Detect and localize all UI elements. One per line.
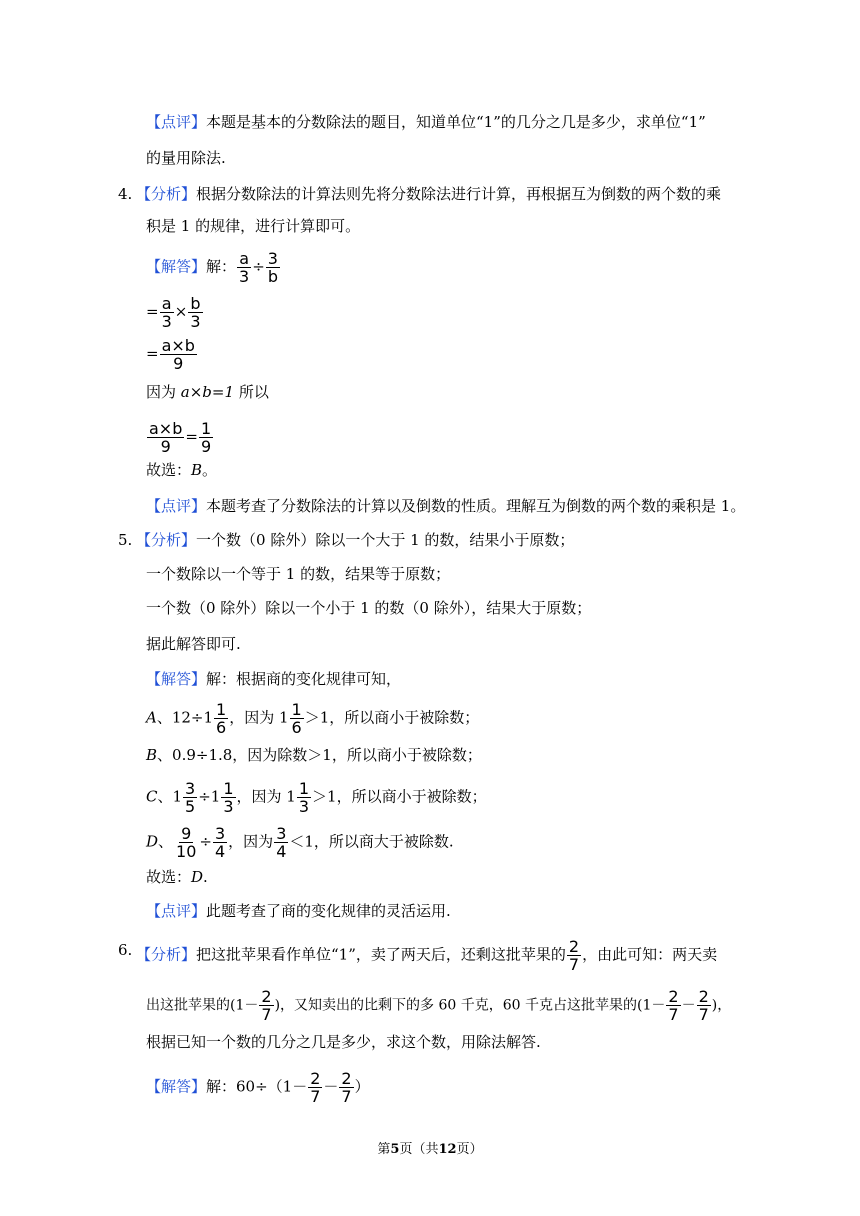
q4-comment: 【点评】本题考查了分数除法的计算以及倒数的性质。理解互为倒数的两个数的乘积是 1。 bbox=[146, 497, 746, 515]
comment-paragraph: 【点评】本题是基本的分数除法的题目，知道单位“1”的几分之几是多少，求单位“1” bbox=[146, 113, 706, 131]
fraction: $\frac{9}{10}$ bbox=[176, 824, 197, 861]
q4-analysis: 【分析】根据分数除法的计算法则先将分数除法进行计算，再根据互为倒数的两个数的乘 bbox=[136, 185, 722, 203]
question-number-5: 5. bbox=[118, 531, 133, 549]
q5-answer: 故选：D. bbox=[146, 868, 208, 886]
fraction: $\frac{2}{7}$ bbox=[568, 937, 580, 974]
q5-option-b: B、0.9÷1.8，因为除数＞1，所以商小于被除数； bbox=[146, 746, 482, 764]
q6-solution: 【解答】解：60÷（1－ $\frac{2}{7}$ － $\frac{2}{7}$ ） bbox=[146, 1069, 370, 1106]
question-number-4: 4. bbox=[118, 185, 133, 203]
fraction: $\frac{2}{7}$ bbox=[261, 987, 272, 1024]
fraction: $\frac{1}{3}$ bbox=[223, 779, 234, 816]
fraction: $\frac{a}{3}$ bbox=[239, 249, 250, 286]
q5-option-d: D、 $\frac{9}{10}$ ÷ $\frac{3}{4}$ ，因为 $\frac{3}{4}$ ＜1，所以商大于被除数. bbox=[146, 824, 454, 861]
q4-solution-expr1: 【解答】解： $\frac{a}{3}$ ÷ $\frac{3}{b}$ bbox=[146, 249, 278, 286]
q4-because-line: 因为 a×b=1 所以 bbox=[146, 383, 269, 401]
fraction: $\frac{3}{b}$ bbox=[267, 249, 278, 286]
q4-solution-expr2: = $\frac{a}{3}$ × $\frac{b}{3}$ bbox=[146, 294, 201, 331]
question-number-6: 6. bbox=[118, 941, 133, 959]
q5-solution: 【解答】解：根据商的变化规律可知， bbox=[146, 670, 402, 688]
fraction: $\frac{3}{5}$ bbox=[185, 779, 196, 816]
q5-analysis-l3: 一个数（0 除外）除以一个小于 1 的数（0 除外），结果大于原数； bbox=[146, 599, 592, 617]
fraction: $\frac{3}{4}$ bbox=[214, 824, 226, 861]
fraction: $\frac{2}{7}$ bbox=[310, 1069, 321, 1106]
q4-answer: 故选：B。 bbox=[146, 461, 218, 479]
q5-comment: 【点评】此题考查了商的变化规律的灵活运用. bbox=[146, 902, 451, 920]
q5-analysis: 【分析】一个数（0 除外）除以一个大于 1 的数，结果小于原数； bbox=[136, 531, 575, 549]
fraction: $\frac{2}{7}$ bbox=[668, 987, 679, 1024]
q5-option-a: A、12÷1 $\frac{1}{6}$ ，因为 1 $\frac{1}{6}$ ＞1，所以商小于被除数； bbox=[146, 700, 480, 737]
fraction: $\frac{1}{9}$ bbox=[200, 419, 212, 456]
fraction: $\frac{1}{6}$ bbox=[216, 700, 227, 737]
q6-analysis: 【分析】把这批苹果看作单位“1”，卖了两天后，还剩这批苹果的 $\frac{2}{7}$ ，由此可知：两天卖 bbox=[136, 937, 718, 974]
fraction: $\frac{b}{3}$ bbox=[190, 294, 201, 331]
fraction: $\frac{2}{7}$ bbox=[341, 1069, 352, 1106]
q4-solution-expr4: $\frac{a\times b}{9}$ = $\frac{1}{9}$ bbox=[149, 419, 212, 456]
q4-solution-expr3: = $\frac{a\times b}{9}$ bbox=[146, 336, 195, 373]
q5-analysis-l2: 一个数除以一个等于 1 的数，结果等于原数； bbox=[146, 565, 451, 583]
q6-analysis-l3: 根据已知一个数的几分之几是多少，求这个数，用除法解答. bbox=[146, 1033, 541, 1051]
comment-tag: 【点评】 bbox=[146, 113, 207, 131]
fraction: $\frac{a\times b}{9}$ bbox=[149, 419, 183, 456]
fraction: $\frac{1}{3}$ bbox=[298, 779, 310, 816]
comment-paragraph-cont: 的量用除法. bbox=[146, 149, 226, 167]
fraction: $\frac{a\times b}{9}$ bbox=[161, 336, 195, 373]
q4-analysis-cont: 积是 1 的规律，进行计算即可。 bbox=[146, 217, 361, 235]
page-number: 5 bbox=[390, 1142, 400, 1157]
fraction: $\frac{1}{6}$ bbox=[291, 700, 302, 737]
q5-option-c: C、1 $\frac{3}{5}$ ÷1 $\frac{1}{3}$ ，因为 1 $\frac{1}{3}$ ＞1，所以商小于被除数； bbox=[146, 779, 487, 816]
fraction: $\frac{2}{7}$ bbox=[698, 987, 709, 1024]
page-footer: 第5页（共12页） bbox=[377, 1142, 483, 1157]
q5-analysis-l4: 据此解答即可. bbox=[146, 635, 241, 653]
fraction: $\frac{a}{3}$ bbox=[161, 294, 172, 331]
q6-analysis-l2: 出这批苹果的(1－ $\frac{2}{7}$ )，又知卖出的比剩下的多 60 千克，60 千克占这批苹果的(1－ $\frac{2}{7}$ － $\frac{2}{7}$ )， bbox=[146, 987, 732, 1024]
total-pages: 12 bbox=[438, 1142, 457, 1157]
fraction: $\frac{3}{4}$ bbox=[276, 824, 287, 861]
